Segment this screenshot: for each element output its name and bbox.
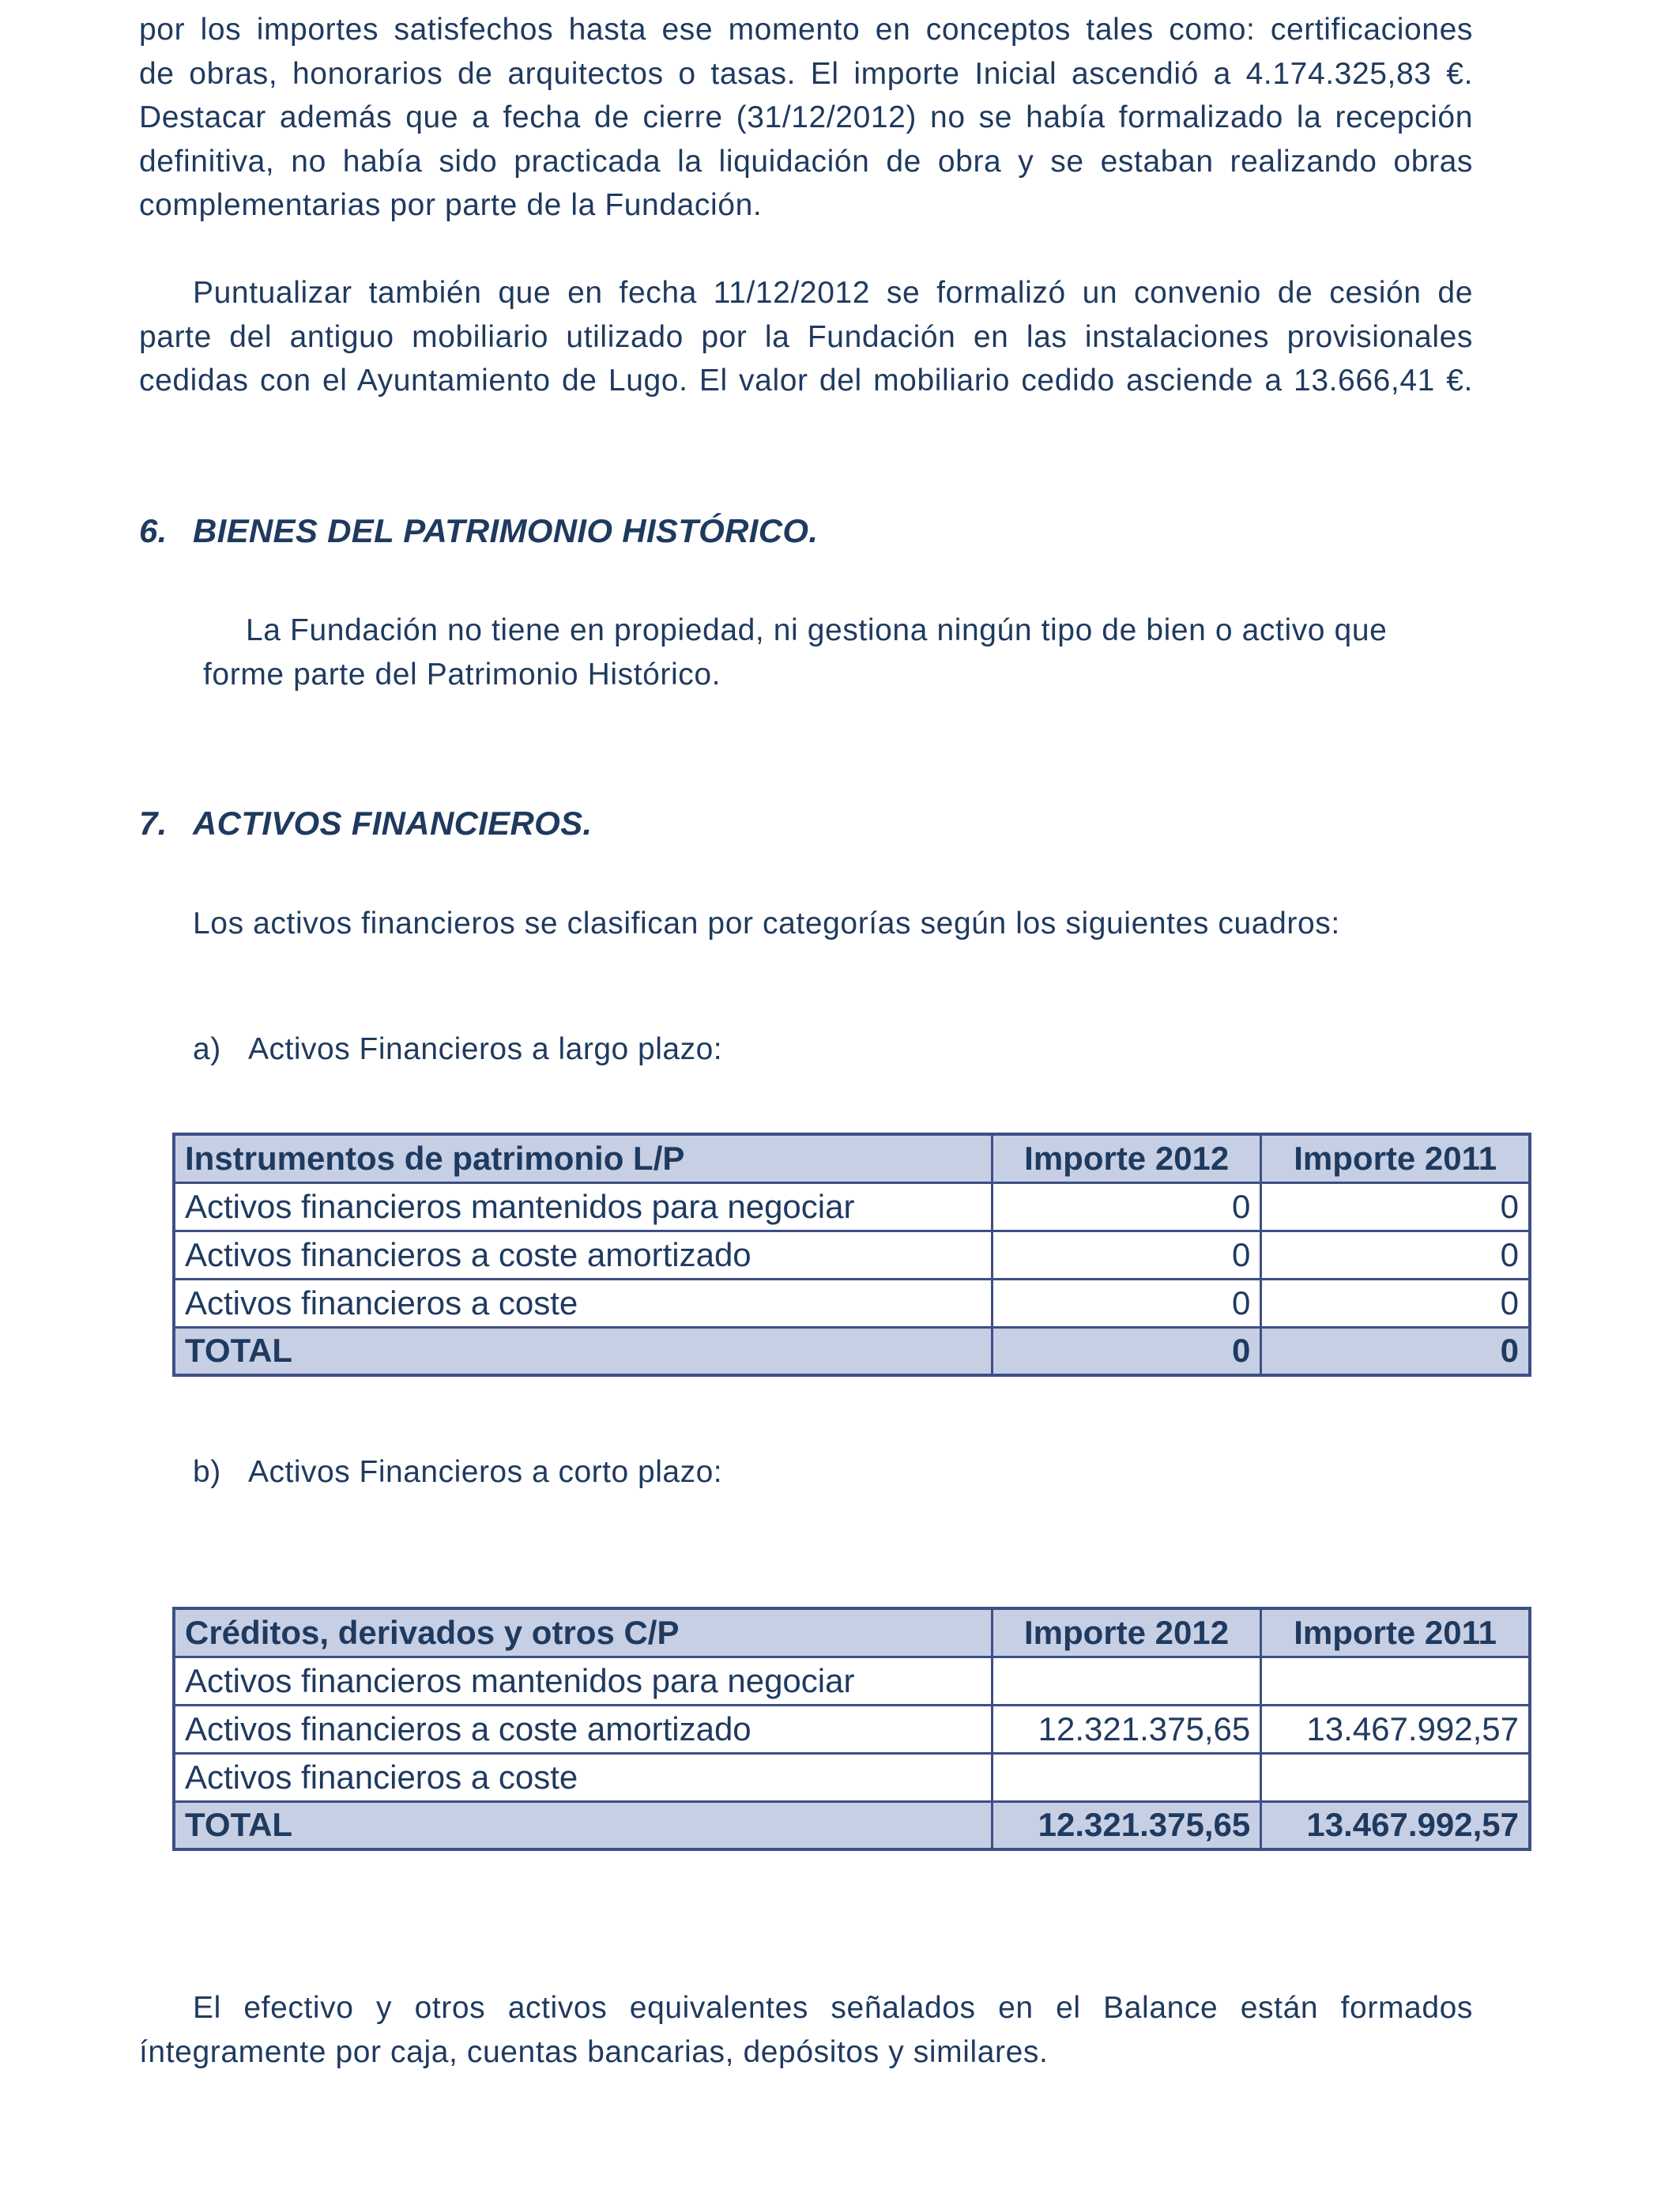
table-cell: Activos financieros mantenidos para negociar xyxy=(174,1182,993,1231)
list-marker: b) xyxy=(193,1455,221,1489)
paragraph-line: de obras, honorarios de arquitectos o tasas. El importe Inicial ascendió a 4.174.325,83 €. xyxy=(139,56,1473,91)
section-title: BIENES DEL PATRIMONIO HISTÓRICO. xyxy=(193,512,819,549)
table-cell: 0 xyxy=(1261,1279,1530,1327)
total-cell: TOTAL xyxy=(174,1327,993,1375)
paragraph-line: parte del antiguo mobiliario utilizado por la Fundación en las instalaciones provisionales xyxy=(139,319,1473,354)
table-total-row xyxy=(174,1801,1530,1849)
table-cell: 0 xyxy=(1261,1231,1530,1279)
section-6-line-2: forme parte del Patrimonio Histórico. xyxy=(203,658,721,692)
section-number: 6. xyxy=(139,512,168,549)
table-cell: 13.467.992,57 xyxy=(1261,1705,1530,1753)
table-cell: 0 xyxy=(993,1182,1261,1231)
section-6-heading xyxy=(139,512,818,550)
subsection-text: Activos Financieros a largo plazo: xyxy=(248,1032,723,1066)
table-row xyxy=(174,1231,1530,1279)
section-7-intro: Los activos financieros se clasifican por categorías según los siguientes cuadros: xyxy=(193,907,1340,941)
table-cell: 12.321.375,65 xyxy=(992,1705,1260,1753)
table-row xyxy=(174,1753,1530,1801)
table-cell: Activos financieros a coste amortizado xyxy=(174,1705,992,1753)
table-cell: 0 xyxy=(993,1231,1261,1279)
header-cell: Importe 2012 xyxy=(992,1608,1260,1657)
section-number: 7. xyxy=(139,805,168,842)
total-cell: 13.467.992,57 xyxy=(1261,1801,1530,1849)
table-cell: 0 xyxy=(993,1279,1261,1327)
header-cell: Importe 2011 xyxy=(1261,1134,1530,1182)
header-cell: Importe 2011 xyxy=(1261,1608,1530,1657)
section-title: ACTIVOS FINANCIEROS. xyxy=(193,805,593,842)
long-term-assets-table xyxy=(172,1133,1531,1377)
table-header-row xyxy=(174,1608,1530,1657)
mobiliario-paragraph xyxy=(139,271,1473,403)
closing-paragraph xyxy=(139,1986,1473,2074)
header-cell: Créditos, derivados y otros C/P xyxy=(174,1608,992,1657)
total-cell: 0 xyxy=(1261,1327,1530,1375)
table-cell: Activos financieros a coste amortizado xyxy=(174,1231,993,1279)
section-6-line-1: La Fundación no tiene en propiedad, ni gestiona ningún tipo de bien o activo que xyxy=(246,613,1388,647)
table-total-row xyxy=(174,1327,1530,1375)
intro-paragraph xyxy=(139,8,1473,228)
table-row xyxy=(174,1279,1530,1327)
total-cell: TOTAL xyxy=(174,1801,992,1849)
table-row xyxy=(174,1705,1530,1753)
subsection-b-label xyxy=(193,1455,722,1490)
subsection-text: Activos Financieros a corto plazo: xyxy=(248,1455,723,1489)
total-cell: 12.321.375,65 xyxy=(992,1801,1260,1849)
paragraph-line: por los importes satisfechos hasta ese momento en conceptos tales como: certificaciones xyxy=(139,13,1473,47)
table-row xyxy=(174,1182,1530,1231)
table-cell: 0 xyxy=(1261,1182,1530,1231)
paragraph-line: íntegramente por caja, cuentas bancarias, depósitos y similares. xyxy=(139,2034,1049,2069)
table-cell xyxy=(992,1753,1260,1801)
total-cell: 0 xyxy=(993,1327,1261,1375)
table-row xyxy=(174,1657,1530,1705)
table-cell xyxy=(1261,1657,1530,1705)
paragraph-line: cedidas con el Ayuntamiento de Lugo. El valor del mobiliario cedido asciende a 13.666,41 €. xyxy=(139,364,1473,398)
table-cell: Activos financieros a coste xyxy=(174,1753,992,1801)
table-cell xyxy=(992,1657,1260,1705)
table-cell: Activos financieros mantenidos para negociar xyxy=(174,1657,992,1705)
table-cell xyxy=(1261,1753,1530,1801)
section-7-heading xyxy=(139,805,592,843)
table-header-row xyxy=(174,1134,1530,1182)
paragraph-line: Puntualizar también que en fecha 11/12/2012 se formalizó un convenio de cesión de xyxy=(193,276,1473,310)
paragraph-line: complementarias por parte de la Fundación. xyxy=(139,188,763,222)
paragraph-line: Destacar además que a fecha de cierre (31/12/2012) no se había formalizado la recepción xyxy=(139,100,1473,134)
paragraph-line: El efectivo y otros activos equivalentes señalados en el Balance están formados xyxy=(193,1991,1473,2025)
subsection-a-label xyxy=(193,1032,722,1067)
paragraph-line: definitiva, no había sido practicada la liquidación de obra y se estaban realizando obras xyxy=(139,144,1473,179)
short-term-assets-table xyxy=(172,1607,1531,1851)
header-cell: Importe 2012 xyxy=(993,1134,1261,1182)
table-cell: Activos financieros a coste xyxy=(174,1279,993,1327)
list-marker: a) xyxy=(193,1032,221,1066)
header-cell: Instrumentos de patrimonio L/P xyxy=(174,1134,993,1182)
